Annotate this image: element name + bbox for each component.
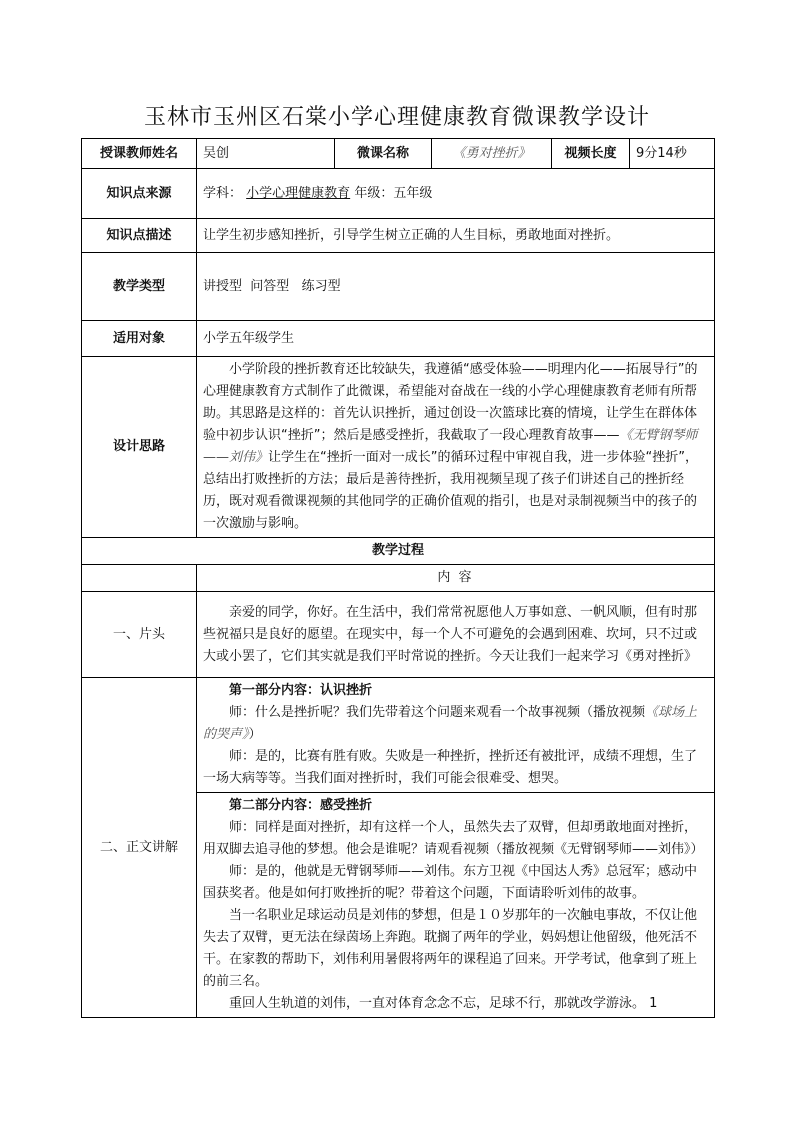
course-label: 微课名称 (335, 139, 432, 169)
content-heading: 内 容 (197, 565, 715, 592)
description-row (82, 219, 715, 253)
process-heading: 教学过程 (82, 538, 715, 565)
part2-paragraph-4: 重回人生轨道的刘伟，一直对体育念念不忘，足球不行，那就改学游泳。 1 (229, 996, 658, 1011)
teacher-value: 吴创 (197, 139, 335, 169)
teaching-type-value: 讲授型 问答型 练习型 (197, 253, 715, 321)
opening-value (197, 592, 715, 678)
description-label: 知识点描述 (82, 219, 197, 253)
source-row (82, 169, 715, 219)
main-label: 二、正文讲解 (82, 678, 197, 1018)
subject-value: 小学心理健康教育 (246, 185, 351, 201)
teaching-type-row (82, 253, 715, 321)
page-title: 玉林市玉州区石棠小学心理健康教育微课教学设计 (143, 105, 650, 130)
part1-video-name: 《球场上的哭声》 (203, 705, 698, 742)
part1-paragraph-1: 师：什么是挫折呢？我们先带着这个问题来观看一个故事视频（播放视频《球场上的哭声》） (203, 705, 698, 742)
audience-value: 小学五年级学生 (197, 321, 715, 357)
part2-paragraph-1: 师：同样是面对挫折，却有这样一个人，虽然失去了双臂，但却勇敢地面对挫折，用双脚去追寻他的梦想。他会是谁呢？请观看视频（播放视频《无臂钢琴师——刘伟》） (203, 820, 704, 857)
audience-label: 适用对象 (82, 321, 197, 357)
teacher-label: 授课教师姓名 (82, 139, 197, 169)
design-text-b: 让学生在“挫折一面对一成长”的循环过程中审视自我，进一步体验“挫折”，总结出打败挫折的方法；最后是善待挫折，我用视频呈现了孩子们讲述自己的挫折经历，既对观看微课视频的其他同学的正确价值观的指引，也是对录制视频当中的孩子的一次激励与影响。 (203, 450, 698, 531)
part2-paragraph-3: 当一名职业足球运动员是刘伟的梦想，但是１０岁那年的一次触电事故，不仅让他失去了双臂，更无法在绿茵场上奔跑。耽搁了两年的学业，妈妈想让他留级，他死活不干。在家教的帮助下，刘伟利用暑假将两年的课程追了回来。开学考试，他拿到了班上的前三名。 (203, 908, 698, 989)
main-row (82, 678, 715, 1018)
design-table (81, 138, 715, 1018)
length-label: 视频长度 (552, 139, 630, 169)
length-value: 9分14秒 (630, 139, 715, 169)
content-heading-row (82, 565, 715, 592)
main-value (197, 678, 715, 1018)
page-number: 1 (649, 996, 658, 1011)
subject-prefix: 学科： (203, 185, 243, 201)
course-value: 《勇对挫折》 (432, 139, 552, 169)
grade-prefix: 年级： (354, 185, 394, 201)
process-heading-row (82, 538, 715, 565)
opening-row (82, 592, 715, 678)
part2-block (197, 793, 714, 1017)
part2-paragraph-2: 师：是的，他就是无臂钢琴师——刘伟。东方卫视《中国达人秀》总冠军；感动中国获奖者。他是如何打败挫折的呢？带着这个问题，下面请聆听刘伟的故事。 (203, 864, 698, 901)
source-value (197, 169, 715, 219)
design-value (197, 357, 715, 538)
teaching-type-label: 教学类型 (82, 253, 197, 321)
header-row (82, 139, 715, 169)
design-paragraph (203, 359, 708, 535)
content-heading-blank (82, 565, 197, 592)
part1-block (197, 678, 714, 793)
design-text-a: 小学阶段的挫折教育还比较缺失，我遵循“感受体验——明理内化——拓展导行”的心理健康教育方式制作了此微课，希望能对奋战在一线的小学心理健康教育老师有所帮助。其思路是这样的：首先认识挫折，通过创设一次篮球比赛的情境，让学生在群体体验中初步认识“挫折”；然后是感受挫折，我截取了一段心理教育故事—— (203, 362, 698, 443)
part1-paragraph-2: 师：是的，比赛有胜有败。失败是一种挫折，挫折还有被批评，成绩不理想，生了一场大病等等。当我们面对挫折时，我们可能会很难受、想哭。 (203, 749, 698, 786)
source-label: 知识点来源 (82, 169, 197, 219)
design-label: 设计思路 (82, 357, 197, 538)
part1-heading: 第一部分内容：认识挫折 (229, 683, 373, 698)
opening-label: 一、片头 (82, 592, 197, 678)
design-row (82, 357, 715, 538)
audience-row (82, 321, 715, 357)
grade-value: 五年级 (393, 185, 433, 201)
part2-heading: 第二部分内容：感受挫折 (229, 798, 373, 813)
design-story-name: 《无臂钢琴师——刘伟》 (203, 428, 698, 465)
description-value: 让学生初步感知挫折，引导学生树立正确的人生目标，勇敢地面对挫折。 (197, 219, 715, 253)
opening-text: 亲爱的同学，你好。在生活中，我们常常祝愿他人万事如意、一帆风顺，但有时那些祝福只是良好的愿望。在现实中，每一个人不可避免的会遇到困难、坎坷，只不过或大或小罢了，它们其实就是我们平时常说的挫折。今天让我们一起来学习《勇对挫折》 (203, 604, 698, 664)
